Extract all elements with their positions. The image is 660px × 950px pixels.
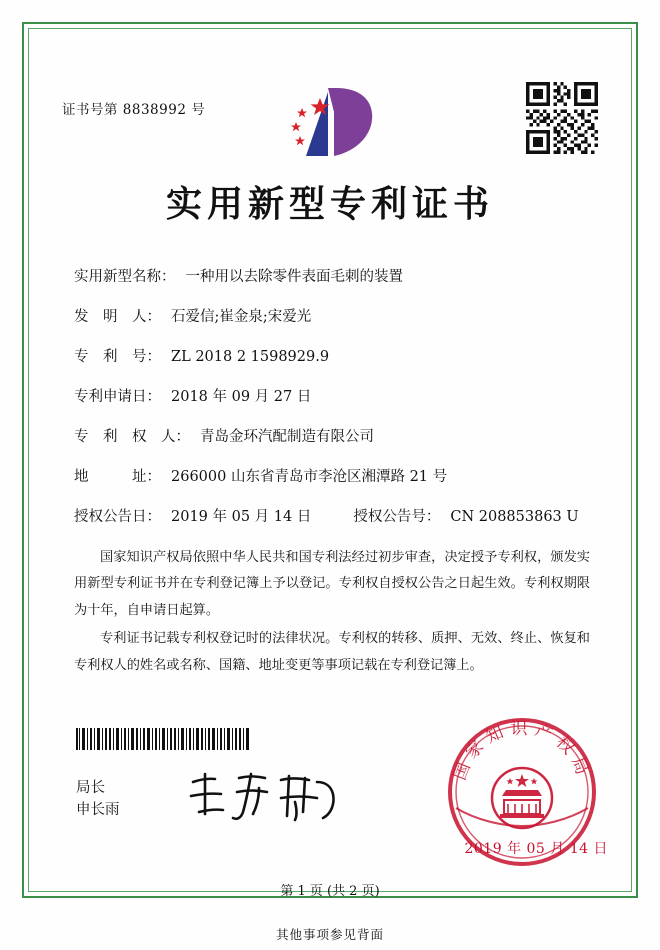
legal-paragraph-1: 国家知识产权局依照中华人民共和国专利法经过初步审查，决定授予专利权，颁发实用新型专利证书并在专利登记簿上予以登记。专利权自授权公告之日起生效。专利权期限为十年，自申请日起算。 bbox=[74, 550, 590, 618]
field-value: 266000 山东省青岛市李沧区湘潭路 21 号 bbox=[171, 469, 448, 485]
barcode bbox=[76, 728, 251, 750]
footer-note: 其他事项参见背面 bbox=[275, 927, 384, 942]
grant-date-label: 授权公告日： bbox=[74, 509, 161, 525]
grant-number-value: CN 208853863 U bbox=[450, 509, 579, 525]
field-label: 专 利 号： bbox=[74, 349, 161, 365]
seal-date: 2019 年 05 月 14 日 bbox=[464, 841, 608, 857]
director-title: 局长 bbox=[76, 780, 105, 796]
field-row-grant-announcement bbox=[60, 505, 600, 526]
legal-paragraph-2: 专利证书记载专利权登记时的法律状况。专利权的转移、质押、无效、终止、恢复和专利权人的姓名或名称、国籍、地址变更等事项记载在专利登记簿上。 bbox=[74, 631, 590, 673]
field-value: 石爱信;崔金泉;宋爱光 bbox=[171, 309, 312, 325]
field-row-application-date bbox=[60, 385, 600, 406]
svg-text:国家知识产权局: 国家知识产权局 bbox=[449, 719, 595, 784]
grant-date-value: 2019 年 05 月 14 日 bbox=[171, 509, 312, 525]
director-name: 申长雨 bbox=[76, 801, 120, 818]
field-label: 地 址： bbox=[74, 469, 161, 485]
field-label: 专利申请日： bbox=[74, 389, 161, 405]
grant-number-group bbox=[353, 505, 578, 526]
header-row bbox=[60, 70, 600, 160]
signature-block bbox=[76, 778, 120, 822]
field-row-address bbox=[60, 465, 600, 486]
certificate-number: 证书号第 8838992 号 bbox=[62, 102, 206, 118]
handwritten-signature bbox=[185, 768, 345, 828]
field-value: 青岛金环汽配制造有限公司 bbox=[200, 429, 374, 445]
field-label: 实用新型名称： bbox=[74, 269, 176, 285]
grant-number-label: 授权公告号： bbox=[353, 509, 441, 525]
field-row-patent-number bbox=[60, 345, 600, 366]
field-row-utility-model-name bbox=[60, 265, 600, 286]
qr-code-icon bbox=[526, 82, 598, 154]
page-title: 实用新型专利证书 bbox=[165, 183, 494, 225]
field-row-inventors bbox=[60, 305, 600, 326]
field-value: 一种用以去除零件表面毛刺的装置 bbox=[185, 269, 403, 285]
certificate-content bbox=[60, 70, 600, 679]
field-list bbox=[60, 265, 600, 526]
field-row-patentee bbox=[60, 425, 600, 446]
field-label: 发 明 人： bbox=[74, 309, 161, 325]
page-indicator: 第 1 页 (共 2 页) bbox=[280, 884, 380, 899]
field-value: 2018 年 09 月 27 日 bbox=[171, 389, 312, 405]
cnipa-logo-icon bbox=[276, 82, 386, 162]
field-value: ZL 2018 2 1598929.9 bbox=[171, 349, 330, 365]
field-label: 专 利 权 人： bbox=[74, 429, 190, 445]
